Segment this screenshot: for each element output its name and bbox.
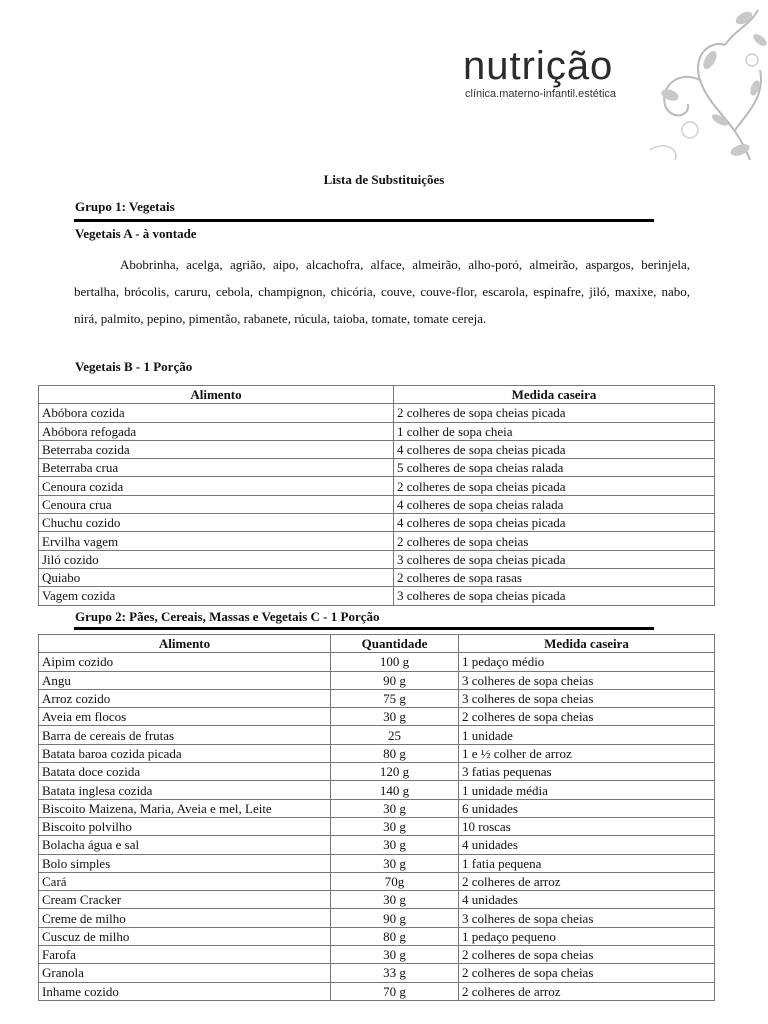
table-row	[39, 708, 715, 726]
cell-medida-caseira: 1 e ½ colher de arroz	[459, 744, 715, 762]
cell-quantidade: 75 g	[331, 689, 459, 707]
cell-quantidade: 90 g	[331, 671, 459, 689]
cell-medida-caseira: 4 unidades	[459, 836, 715, 854]
table-row	[39, 550, 715, 568]
vegetais-a-heading: Vegetais A - à vontade	[75, 226, 197, 241]
cell-medida-caseira: 1 unidade média	[459, 781, 715, 799]
grupo2-table	[38, 634, 715, 1001]
table-row	[39, 671, 715, 689]
cell-quantidade: 30 g	[331, 799, 459, 817]
cell-medida-caseira: 6 unidades	[459, 799, 715, 817]
cell-medida-caseira: 3 colheres de sopa cheias	[459, 689, 715, 707]
table-row	[39, 568, 715, 586]
table-row	[39, 872, 715, 890]
cell-alimento: Aipim cozido	[39, 653, 331, 671]
table-row	[39, 781, 715, 799]
table-row	[39, 726, 715, 744]
cell-quantidade: 30 g	[331, 891, 459, 909]
cell-quantidade: 120 g	[331, 763, 459, 781]
cell-medida-caseira: 3 fatias pequenas	[459, 763, 715, 781]
table-row	[39, 653, 715, 671]
cell-alimento: Arroz cozido	[39, 689, 331, 707]
cell-medida-caseira: 4 unidades	[459, 891, 715, 909]
cell-alimento: Barra de cereais de frutas	[39, 726, 331, 744]
cell-medida-caseira: 1 pedaço pequeno	[459, 927, 715, 945]
brand-logo	[463, 46, 616, 100]
cell-medida-caseira: 4 colheres de sopa cheias picada	[394, 514, 715, 532]
cell-alimento: Abóbora refogada	[39, 422, 394, 440]
table-row	[39, 854, 715, 872]
table-row	[39, 891, 715, 909]
group1-title: Grupo 1: Vegetais	[75, 199, 175, 214]
cell-medida-caseira: 2 colheres de sopa cheias	[459, 708, 715, 726]
table-row	[39, 459, 715, 477]
cell-alimento: Angu	[39, 671, 331, 689]
cell-alimento: Beterraba crua	[39, 459, 394, 477]
table-header-row	[39, 386, 715, 404]
cell-alimento: Granola	[39, 964, 331, 982]
vegetais-a-text: Abobrinha, acelga, agrião, aipo, alcachofra, alface, almeirão, alho-poró, almeirão, aspargos, berinjela, bertalha, brócolis, caruru, cebola, champignon, chicória, couve, couve-flor, escarola, espinafre, jiló, maxixe, nabo, nirá, palmito, pepino, pimentão, rabanete, rúcula, taioba, tomate, tomate cereja.	[74, 257, 690, 326]
cell-quantidade: 70g	[331, 872, 459, 890]
cell-alimento: Biscoito polvilho	[39, 817, 331, 835]
cell-alimento: Ervilha vagem	[39, 532, 394, 550]
cell-medida-caseira: 10 roscas	[459, 817, 715, 835]
cell-medida-caseira: 3 colheres de sopa cheias	[459, 909, 715, 927]
cell-alimento: Quiabo	[39, 568, 394, 586]
column-header-quantidade: Quantidade	[331, 635, 459, 653]
brand-name: nutrição	[463, 44, 614, 88]
cell-alimento: Batata inglesa cozida	[39, 781, 331, 799]
cell-alimento: Farofa	[39, 946, 331, 964]
cell-medida-caseira: 1 fatia pequena	[459, 854, 715, 872]
table-header-row	[39, 635, 715, 653]
cell-quantidade: 140 g	[331, 781, 459, 799]
table-row	[39, 744, 715, 762]
cell-alimento: Beterraba cozida	[39, 440, 394, 458]
cell-medida-caseira: 1 unidade	[459, 726, 715, 744]
table-row	[39, 689, 715, 707]
cell-quantidade: 30 g	[331, 854, 459, 872]
table-row	[39, 514, 715, 532]
cell-alimento: Bolo simples	[39, 854, 331, 872]
cell-quantidade: 90 g	[331, 909, 459, 927]
cell-quantidade: 25	[331, 726, 459, 744]
group2-divider	[74, 627, 654, 630]
cell-alimento: Abóbora cozida	[39, 404, 394, 422]
table-row	[39, 817, 715, 835]
table-row	[39, 927, 715, 945]
table-row	[39, 836, 715, 854]
cell-alimento: Creme de milho	[39, 909, 331, 927]
cell-quantidade: 30 g	[331, 946, 459, 964]
cell-alimento: Vagem cozida	[39, 587, 394, 605]
table-row	[39, 763, 715, 781]
cell-medida-caseira: 5 colheres de sopa cheias ralada	[394, 459, 715, 477]
table-row	[39, 799, 715, 817]
cell-alimento: Bolacha água e sal	[39, 836, 331, 854]
cell-alimento: Cream Cracker	[39, 891, 331, 909]
table-row	[39, 946, 715, 964]
vegetais-b-heading: Vegetais B - 1 Porção	[75, 359, 193, 374]
cell-medida-caseira: 3 colheres de sopa cheias	[459, 671, 715, 689]
table-row	[39, 964, 715, 982]
cell-quantidade: 70 g	[331, 982, 459, 1000]
cell-medida-caseira: 4 colheres de sopa cheias ralada	[394, 495, 715, 513]
vegetais-b-table	[38, 385, 715, 606]
table-row	[39, 532, 715, 550]
group2-title: Grupo 2: Pães, Cereais, Massas e Vegetais C - 1 Porção	[75, 609, 380, 624]
cell-alimento: Batata doce cozida	[39, 763, 331, 781]
cell-alimento: Aveia em flocos	[39, 708, 331, 726]
column-header-medida: Medida caseira	[394, 386, 715, 404]
floral-ornament-icon	[640, 0, 768, 165]
cell-alimento: Batata baroa cozida picada	[39, 744, 331, 762]
cell-quantidade: 30 g	[331, 708, 459, 726]
cell-medida-caseira: 2 colheres de arroz	[459, 982, 715, 1000]
cell-medida-caseira: 2 colheres de sopa cheias picada	[394, 404, 715, 422]
cell-alimento: Cará	[39, 872, 331, 890]
cell-medida-caseira: 2 colheres de sopa cheias	[459, 946, 715, 964]
group1-divider	[74, 219, 654, 222]
table-row	[39, 477, 715, 495]
table-row	[39, 495, 715, 513]
brand-subtitle: clínica.materno-infantil.estética	[465, 88, 617, 100]
cell-alimento: Cenoura crua	[39, 495, 394, 513]
cell-quantidade: 33 g	[331, 964, 459, 982]
cell-medida-caseira: 3 colheres de sopa cheias picada	[394, 550, 715, 568]
cell-quantidade: 30 g	[331, 836, 459, 854]
cell-medida-caseira: 3 colheres de sopa cheias picada	[394, 587, 715, 605]
cell-alimento: Jiló cozido	[39, 550, 394, 568]
cell-quantidade: 80 g	[331, 744, 459, 762]
cell-medida-caseira: 1 colher de sopa cheia	[394, 422, 715, 440]
cell-alimento: Chuchu cozido	[39, 514, 394, 532]
table-row	[39, 587, 715, 605]
cell-alimento: Cuscuz de milho	[39, 927, 331, 945]
cell-medida-caseira: 2 colheres de arroz	[459, 872, 715, 890]
column-header-alimento: Alimento	[39, 386, 394, 404]
table-row	[39, 440, 715, 458]
cell-alimento: Biscoito Maizena, Maria, Aveia e mel, Leite	[39, 799, 331, 817]
table-row	[39, 982, 715, 1000]
column-header-medida: Medida caseira	[459, 635, 715, 653]
cell-quantidade: 100 g	[331, 653, 459, 671]
cell-quantidade: 30 g	[331, 817, 459, 835]
cell-medida-caseira: 2 colheres de sopa cheias	[394, 532, 715, 550]
cell-medida-caseira: 2 colheres de sopa rasas	[394, 568, 715, 586]
table-row	[39, 422, 715, 440]
document-title: Lista de Substituições	[323, 172, 445, 187]
cell-medida-caseira: 2 colheres de sopa cheias	[459, 964, 715, 982]
cell-medida-caseira: 1 pedaço médio	[459, 653, 715, 671]
cell-quantidade: 80 g	[331, 927, 459, 945]
cell-medida-caseira: 2 colheres de sopa cheias picada	[394, 477, 715, 495]
table-row	[39, 404, 715, 422]
cell-alimento: Cenoura cozida	[39, 477, 394, 495]
cell-alimento: Inhame cozido	[39, 982, 331, 1000]
column-header-alimento: Alimento	[39, 635, 331, 653]
table-row	[39, 909, 715, 927]
cell-medida-caseira: 4 colheres de sopa cheias picada	[394, 440, 715, 458]
